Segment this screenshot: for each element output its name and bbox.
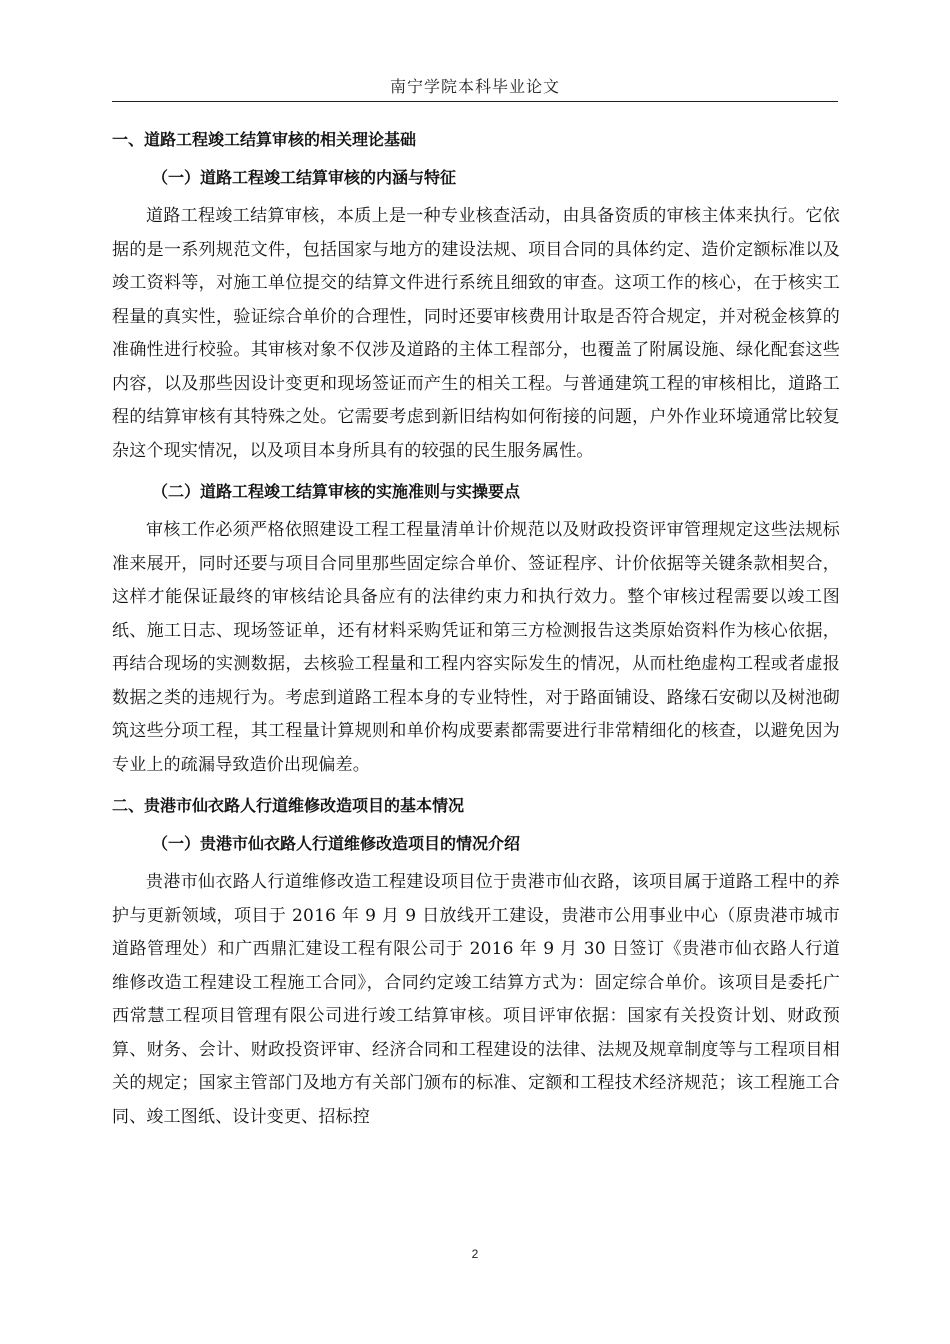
page-header: 南宁学院本科毕业论文 [389, 77, 560, 96]
document-body [112, 120, 840, 1146]
section-2-heading: 二、贵港市仙衣路人行道维修改造项目的基本情况 [112, 796, 465, 815]
page-number: 2 [471, 1247, 479, 1261]
section-1-1-heading: （一）道路工程竣工结算审核的内涵与特征 [152, 168, 457, 187]
section-1-1-paragraph: 道路工程竣工结算审核，本质上是一种专业核查活动，由具备资质的审核主体来执行。它依据的是一系列规范文件，包括国家与地方的建设法规、项目合同的具体约定、造价定额标准以及竣工资料等，对施工单位提交的结算文件进行系统且细致的审查。这项工作的核心，在于核实工程量的真实性，验证综合单价的合理性，同时还要审核费用计取是否符合规定，并对税金核算的准确性进行校验。其审核对象不仅涉及道路的主体工程部分，也覆盖了附属设施、绿化配套这些内容，以及那些因设计变更和现场签证而产生的相关工程。与普通建筑工程的审核相比，道路工程的结算审核有其特殊之处。它需要考虑到新旧结构如何衔接的问题，户外作业环境通常比较复杂这个现实情况，以及项目本身所具有的较强的民生服务属性。 [112, 206, 840, 461]
section-2-1-heading: （一）贵港市仙衣路人行道维修改造项目的情况介绍 [152, 834, 521, 853]
section-2-1-paragraph: 贵港市仙衣路人行道维修改造工程建设项目位于贵港市仙衣路，该项目属于道路工程中的养护与更新领域，项目于 2016 年 9 月 9 日放线开工建设，贵港市公用事业中心（原贵港市城市道路管理处）和广西鼎汇建设工程有限公司于 2016 年 9 月 30 日签订《贵港市仙衣路人行道维修改造工程建设工程施工合同》，合同约定竣工结算方式为：固定综合单价。该项目是委托广西常慧工程项目管理有限公司进行竣工结算审核。项目评审依据：国家有关投资计划、财政预算、财务、会计、财政投资评审、经济合同和工程建设的法律、法规及规章制度等与工程项目相关的规定；国家主管部门及地方有关部门颁布的标准、定额和工程技术经济规范；该工程施工合同、竣工图纸、设计变更、招标控 [112, 872, 840, 1127]
section-1-2-heading: （二）道路工程竣工结算审核的实施准则与实操要点 [152, 482, 521, 501]
section-1-heading: 一、道路工程竣工结算审核的相关理论基础 [112, 130, 417, 149]
section-1-2-paragraph: 审核工作必须严格依照建设工程工程量清单计价规范以及财政投资评审管理规定这些法规标准来展开，同时还要与项目合同里那些固定综合单价、签证程序、计价依据等关键条款相契合，这样才能保证最终的审核结论具备应有的法律约束力和执行效力。整个审核过程需要以竣工图纸、施工日志、现场签证单，还有材料采购凭证和第三方检测报告这类原始资料作为核心依据，再结合现场的实测数据，去核验工程量和工程内容实际发生的情况，从而杜绝虚构工程或者虚报数据之类的违规行为。考虑到道路工程本身的专业特性，对于路面铺设、路缘石安砌以及树池砌筑这些分项工程，其工程量计算规则和单价构成要素都需要进行非常精细化的核查，以避免因为专业上的疏漏导致造价出现偏差。 [112, 520, 840, 775]
header-divider [112, 101, 838, 102]
